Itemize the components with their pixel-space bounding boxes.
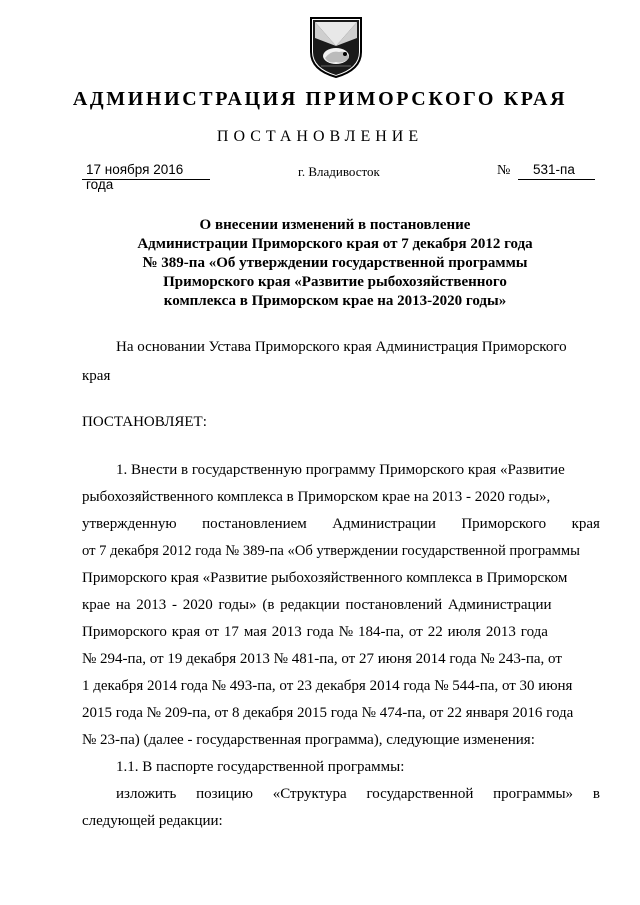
item1-line: 1 декабря 2014 года № 493-па, от 23 декабря 2014 года № 544-па, от 30 июня [82, 678, 573, 694]
word: утвержденную [82, 516, 177, 532]
subject-line: № 389-па «Об утверждении государственной программы [142, 255, 528, 271]
item1-line: от 7 декабря 2012 года № 389-па «Об утверждении государственной программы [82, 543, 580, 559]
word: края [571, 516, 600, 532]
document-body [82, 0, 600, 905]
item1-line: Приморского края «Развитие рыбохозяйственного комплекса в Приморском [82, 570, 568, 586]
document-type: ПОСТАНОВЛЕНИЕ [216, 128, 424, 145]
item1-line: № 23-па) (далее - государственная программа), следующие изменения: [82, 732, 535, 748]
subject-line: Приморского края «Развитие рыбохозяйственного [163, 274, 507, 290]
document-number: 531-па [533, 162, 575, 177]
word: государственной [366, 786, 474, 802]
item1-1-text-line [82, 786, 600, 803]
subject-line: Администрации Приморского края от 7 декабря 2012 года [137, 236, 533, 252]
document-date: 17 ноября 2016 года [86, 162, 184, 192]
word: программы» [493, 786, 574, 802]
item1-1-heading: 1.1. В паспорте государственной программы: [116, 759, 405, 775]
basis-paragraph-line: На основании Устава Приморского края Администрация Приморского [116, 339, 567, 355]
city: г. Владивосток [298, 164, 380, 179]
organization-title: АДМИНИСТРАЦИЯ ПРИМОРСКОГО КРАЯ [72, 88, 568, 110]
resolves-heading: ПОСТАНОВЛЯЕТ: [82, 414, 207, 430]
subject-line: О внесении изменений в постановление [199, 217, 471, 233]
word: постановлением [202, 516, 307, 532]
word: Приморского [461, 516, 547, 532]
item1-line: рыбохозяйственного комплекса в Приморском крае на 2013 - 2020 годы», [82, 489, 551, 505]
item1-line: 2015 года № 209-па, от 8 декабря 2015 года № 474-па, от 22 января 2016 года [82, 705, 574, 721]
item1-line [82, 516, 600, 533]
word: в [592, 786, 600, 802]
item1-line: Приморского края от 17 мая 2013 года № 184-па, от 22 июля 2013 года [82, 624, 548, 640]
number-label: № [497, 163, 511, 178]
item1-line: крае на 2013 - 2020 годы» (в редакции постановлений Администрации [82, 597, 552, 613]
word: изложить [116, 786, 177, 802]
word: Администрации [332, 516, 436, 532]
subject-line: комплекса в Приморском крае на 2013-2020 годы» [163, 293, 507, 309]
item1-line: 1. Внести в государственную программу Приморского края «Развитие [116, 462, 565, 478]
word: позицию [196, 786, 253, 802]
item1-line: № 294-па, от 19 декабря 2013 № 481-па, от 27 июня 2014 года № 243-па, от [82, 651, 562, 667]
word: «Структура [272, 786, 347, 802]
item1-1-text-line: следующей редакции: [82, 813, 223, 829]
basis-paragraph-line: края [82, 368, 111, 384]
